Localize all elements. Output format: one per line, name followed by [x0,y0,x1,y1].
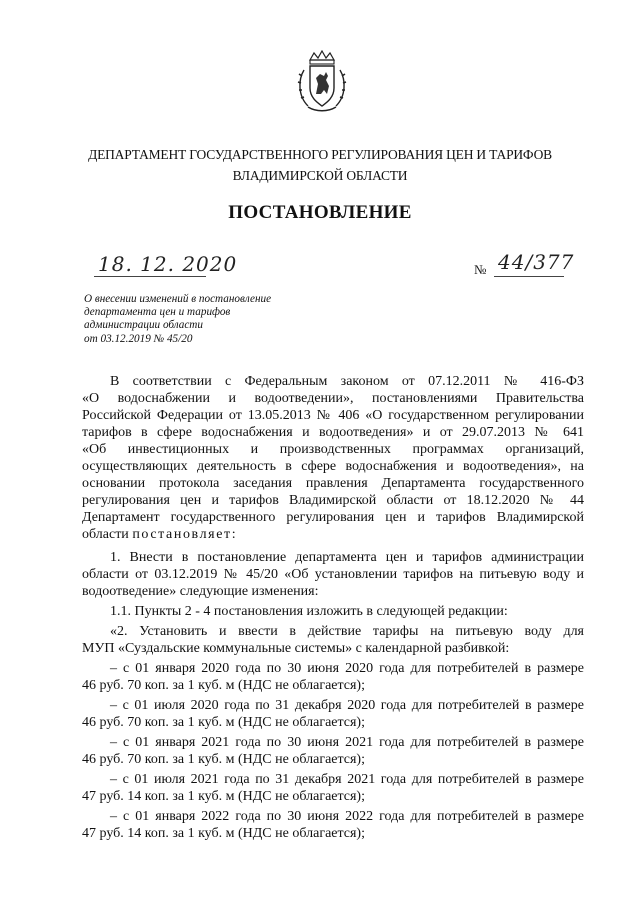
coat-of-arms-icon [296,50,348,114]
document-type-title: ПОСТАНОВЛЕНИЕ [228,202,412,223]
item2-line: МУП «Суздальские коммунальные системы» с календарной разбивкой: [82,641,510,656]
item2-line: «2. Установить и ввести в действие тарифы на питьевую воду для [110,624,584,639]
item1-line: 1. Внести в постановление департамента цен и тарифов администрации [110,550,584,565]
item1-line: водоотведение» следующие изменения: [82,584,319,599]
tariff-price-line: 46 руб. 70 коп. за 1 куб. м (НДС не облагается); [82,715,365,730]
tariff-period-line: – с 01 июля 2020 года по 31 декабря 2020 года для потребителей в размере [110,698,584,713]
tariff-period-line: – с 01 января 2020 года по 30 июня 2020 года для потребителей в размере [110,661,584,676]
tariff-price-line: 47 руб. 14 коп. за 1 куб. м (НДС не облагается); [82,789,365,804]
preamble-line: основании протокола заседания правления Департамента государственного [82,476,584,491]
preamble-line: В соответствии с Федеральным законом от 07.12.2011 № 416-ФЗ [110,374,584,389]
tariff-period-line: – с 01 января 2022 года по 30 июня 2022 года для потребителей в размере [110,809,584,824]
preamble-line [82,526,237,543]
document-number-label: № [474,262,487,277]
preamble-line: регулирования цен и тарифов Владимирской области от 18.12.2020 № 44 [82,493,584,508]
preamble-line: осуществляющих деятельность в сфере водоснабжения и водоотведения», на [82,459,584,474]
item1-line: области от 03.12.2019 № 45/20 «Об установлении тарифов на питьевую воду и [82,567,584,582]
department-name-line1: ДЕПАРТАМЕНТ ГОСУДАРСТВЕННОГО РЕГУЛИРОВАНИЯ ЦЕН И ТАРИФОВ [88,147,552,162]
tariff-period-line: – с 01 июля 2021 года по 31 декабря 2021 года для потребителей в размере [110,772,584,787]
preamble-line-start: области [82,527,129,542]
subject-line: О внесении изменений в постановление [84,293,272,305]
tariff-period-line: – с 01 января 2021 года по 30 июня 2021 года для потребителей в размере [110,735,584,750]
department-name-line2: ВЛАДИМИРСКОЙ ОБЛАСТИ [232,168,408,183]
subject-line: администрации области [84,319,203,332]
tariff-price-line: 46 руб. 70 коп. за 1 куб. м (НДС не облагается); [82,752,365,767]
document-date: 18. 12. 2020 [98,252,238,276]
preamble-line: тарифов в сфере водоснабжения и водоотведения» и от 29.07.2013 № 641 [82,425,584,440]
subject-line: департамента цен и тарифов [84,306,231,319]
number-underline [494,276,564,277]
document-number: 44/377 [498,250,575,274]
preamble-line: Департамент государственного регулирования цен и тарифов Владимирской [82,510,584,525]
item11-line: 1.1. Пункты 2 - 4 постановления изложить в следующей редакции: [110,604,508,619]
tariff-price-line: 46 руб. 70 коп. за 1 куб. м (НДС не облагается); [82,678,365,693]
preamble-line: «Об инвестиционных и производственных программах организаций, [82,442,584,457]
date-underline [94,276,206,277]
document-subject [84,293,314,346]
resolves-word: постановляет: [132,527,238,542]
preamble-line: Российской Федерации от 13.05.2013 № 406 «О государственном регулировании [82,408,584,423]
preamble-line: «О водоснабжении и водоотведении», постановлениями Правительства [82,391,584,406]
tariff-price-line: 47 руб. 14 коп. за 1 куб. м (НДС не облагается); [82,826,365,841]
subject-line: от 03.12.2019 № 45/20 [84,332,193,345]
